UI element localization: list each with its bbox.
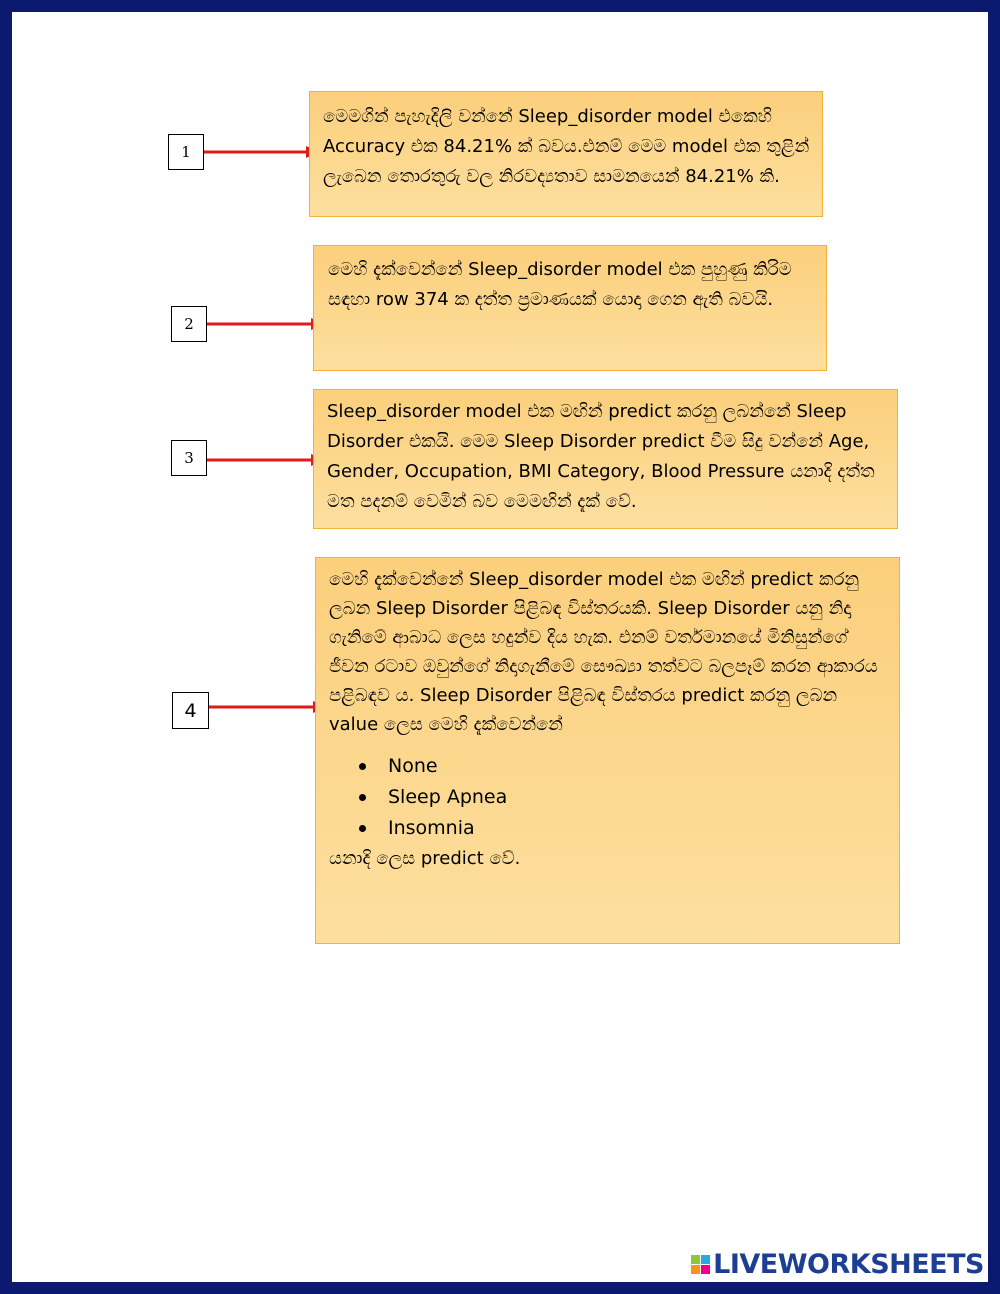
list-item [359, 782, 887, 813]
step-number-1: 1 [168, 134, 204, 170]
note-box-2 [313, 245, 827, 371]
arrow-icon [207, 317, 325, 331]
bullet-icon [359, 763, 366, 770]
arrow-icon [209, 700, 327, 714]
brand-name: LIVEWORKSHEETS [713, 1249, 984, 1280]
list-item-label: Sleep Apnea [388, 786, 508, 808]
arrow-icon [207, 453, 325, 467]
liveworksheets-logo-icon [691, 1255, 710, 1274]
list-item [359, 813, 887, 844]
liveworksheets-brand [691, 1249, 984, 1280]
list-item [359, 751, 887, 782]
step-number-3: 3 [171, 440, 207, 476]
note-box-1 [309, 91, 823, 217]
predicted-values-list [329, 751, 887, 844]
closing-text: යනාදි ලෙස predict වේ. [329, 848, 521, 869]
note-box-4 [315, 557, 900, 944]
step-number-2: 2 [171, 306, 207, 342]
bullet-icon [359, 794, 366, 801]
note-box-3 [313, 389, 898, 529]
note-text: මෙහි දැක්වෙන්නේ Sleep_disorder model එක මඟින් predict කරනු ලබන Sleep Disorder පිළිබඳ විස්තරයකි. Sleep Disorder යනු නිදා ගැනිමේ ආබාධ ලෙස හදුන්ව දිය හැක. එනම් වර්තමානයේ මිනිසුන්ගේ ජීවන රටාව ඔවුන්ගේ නිදාගැනීමේ සෞඛ්‍යා තත්වට බලපෑම් කරන ආකාරය පළිබඳව ය. Sleep Disorder පිළිබඳ විස්තරය predict කරනු ලබන value ලෙස මෙහි දැක්වෙන්නේ [329, 569, 878, 735]
list-item-label: None [388, 755, 438, 777]
note-text: මෙහි දැක්වෙන්නේ Sleep_disorder model එක පුහුණු කිරිම සඳහා row 374 ක දත්ත ප්‍රමාණයක් යොදා ගෙන ඇති බවයි. [328, 259, 792, 310]
note-text: මෙමගින් පැහැදිලි වන්නේ Sleep_disorder model එකෙහි Accuracy එක 84.21% ක් බවය.එනම් මෙම model එක තුළින් ලැබෙන තොරතුරු වල නිරවද්‍යතාව සාමනයෙන් 84.21% කි. [323, 106, 810, 187]
step-number-4: 4 [172, 692, 209, 729]
note-text: Sleep_disorder model එක මඟින් predict කරනු ලබන්නේ Sleep Disorder එකයි. මෙම Sleep Disorder predict වීම සිදු වන්නේ Age, Gender, Occupation, BMI Category, Blood Pressure යනාදි දත්ත මත පදනම් වෙමින් බව මෙමඟින් දැක් වේ. [327, 401, 875, 512]
arrow-icon [204, 145, 320, 159]
bullet-icon [359, 825, 366, 832]
list-item-label: Insomnia [388, 817, 475, 839]
